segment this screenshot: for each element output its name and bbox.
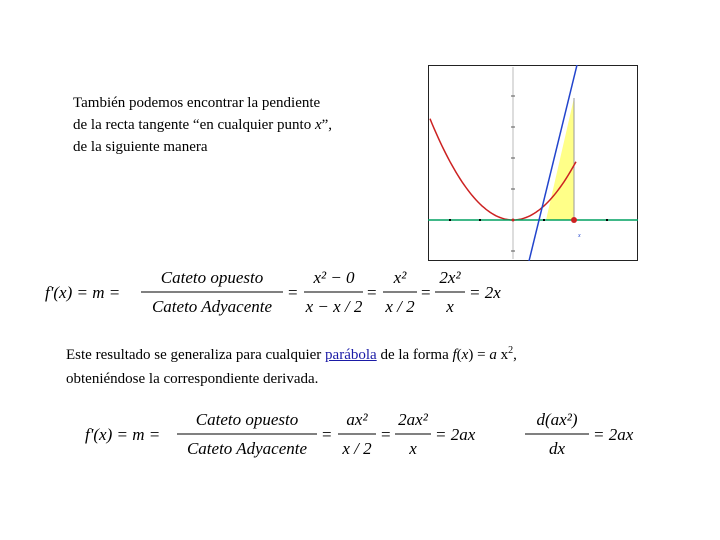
eq1-frac1-num: Cateto opuesto <box>160 268 264 287</box>
parabola-link[interactable]: parábola <box>325 347 377 363</box>
eq2-rhs: = 2ax <box>435 425 476 444</box>
equation-3 <box>523 404 653 462</box>
eq1-frac1-den: Cateto Adyacente <box>151 297 273 316</box>
general-x2: x <box>496 347 509 363</box>
eq1-frac3-num: x² <box>393 268 407 287</box>
eq2-frac1-num: Cateto opuesto <box>195 410 299 429</box>
general-line-2: obteniéndose la correspondiente derivada. <box>66 371 319 387</box>
eq1-rhs: = 2x <box>469 283 501 302</box>
equation-1 <box>45 262 515 320</box>
eq2-frac3-num: 2ax² <box>398 410 428 429</box>
intro-line-2-x: x <box>314 117 322 133</box>
eq2-frac2-den: x / 2 <box>342 439 372 458</box>
generalization-paragraph <box>66 343 666 391</box>
eq1-frac3-den: x / 2 <box>385 297 415 316</box>
general-paren-open: ( <box>456 347 462 363</box>
eq2-eq-b: = <box>381 425 391 444</box>
intro-line-3: de la siguiente manera <box>73 139 208 155</box>
eq1-lhs: f'(x) = m = <box>45 283 121 302</box>
eq2-frac2-num: ax² <box>346 410 368 429</box>
general-a: a <box>489 347 497 363</box>
eq1-frac4-num: 2x² <box>439 268 461 287</box>
general-line-1 <box>66 343 666 367</box>
graph-frame <box>429 66 638 261</box>
eq2-eq-a: = <box>322 425 332 444</box>
general-exp: 2 <box>508 345 514 356</box>
origin-marker <box>512 219 515 222</box>
eq1-eq-b: = <box>367 283 377 302</box>
general-fx: f <box>452 347 457 363</box>
eq2-frac1-den: Cateto Adyacente <box>186 439 308 458</box>
equation-2 <box>85 404 485 462</box>
general-text-b: de la forma <box>376 347 453 363</box>
general-text-a: Este resultado se generaliza para cualquier <box>66 347 326 363</box>
intro-line-2-a: de la recta tangente “en cualquier punto <box>73 117 315 133</box>
point-x-label: x <box>578 233 581 239</box>
intro-line-1: También podemos encontrar la pendiente <box>73 95 321 111</box>
eq1-eq-c: = <box>421 283 431 302</box>
eq3-den: dx <box>548 439 566 458</box>
general-x: x <box>461 347 469 363</box>
general-comma: , <box>513 347 517 363</box>
eq3-num: d(ax²) <box>536 410 578 429</box>
eq3-rhs: = 2ax <box>593 425 634 444</box>
intro-line-2-b: ”, <box>321 117 333 133</box>
eq1-eq-a: = <box>288 283 298 302</box>
parabola-tangent-graph <box>428 65 638 261</box>
eq1-frac2-den: x − x / 2 <box>305 297 363 316</box>
intro-line-2 <box>73 114 413 136</box>
eq2-frac3-den: x <box>409 439 417 458</box>
eq1-frac4-den: x <box>446 297 454 316</box>
tangent-point-marker <box>571 217 577 223</box>
eq2-lhs: f'(x) = m = <box>85 425 161 444</box>
general-paren-close: ) = <box>468 347 490 363</box>
eq1-frac2-num: x² − 0 <box>313 268 355 287</box>
intro-paragraph <box>73 92 413 158</box>
